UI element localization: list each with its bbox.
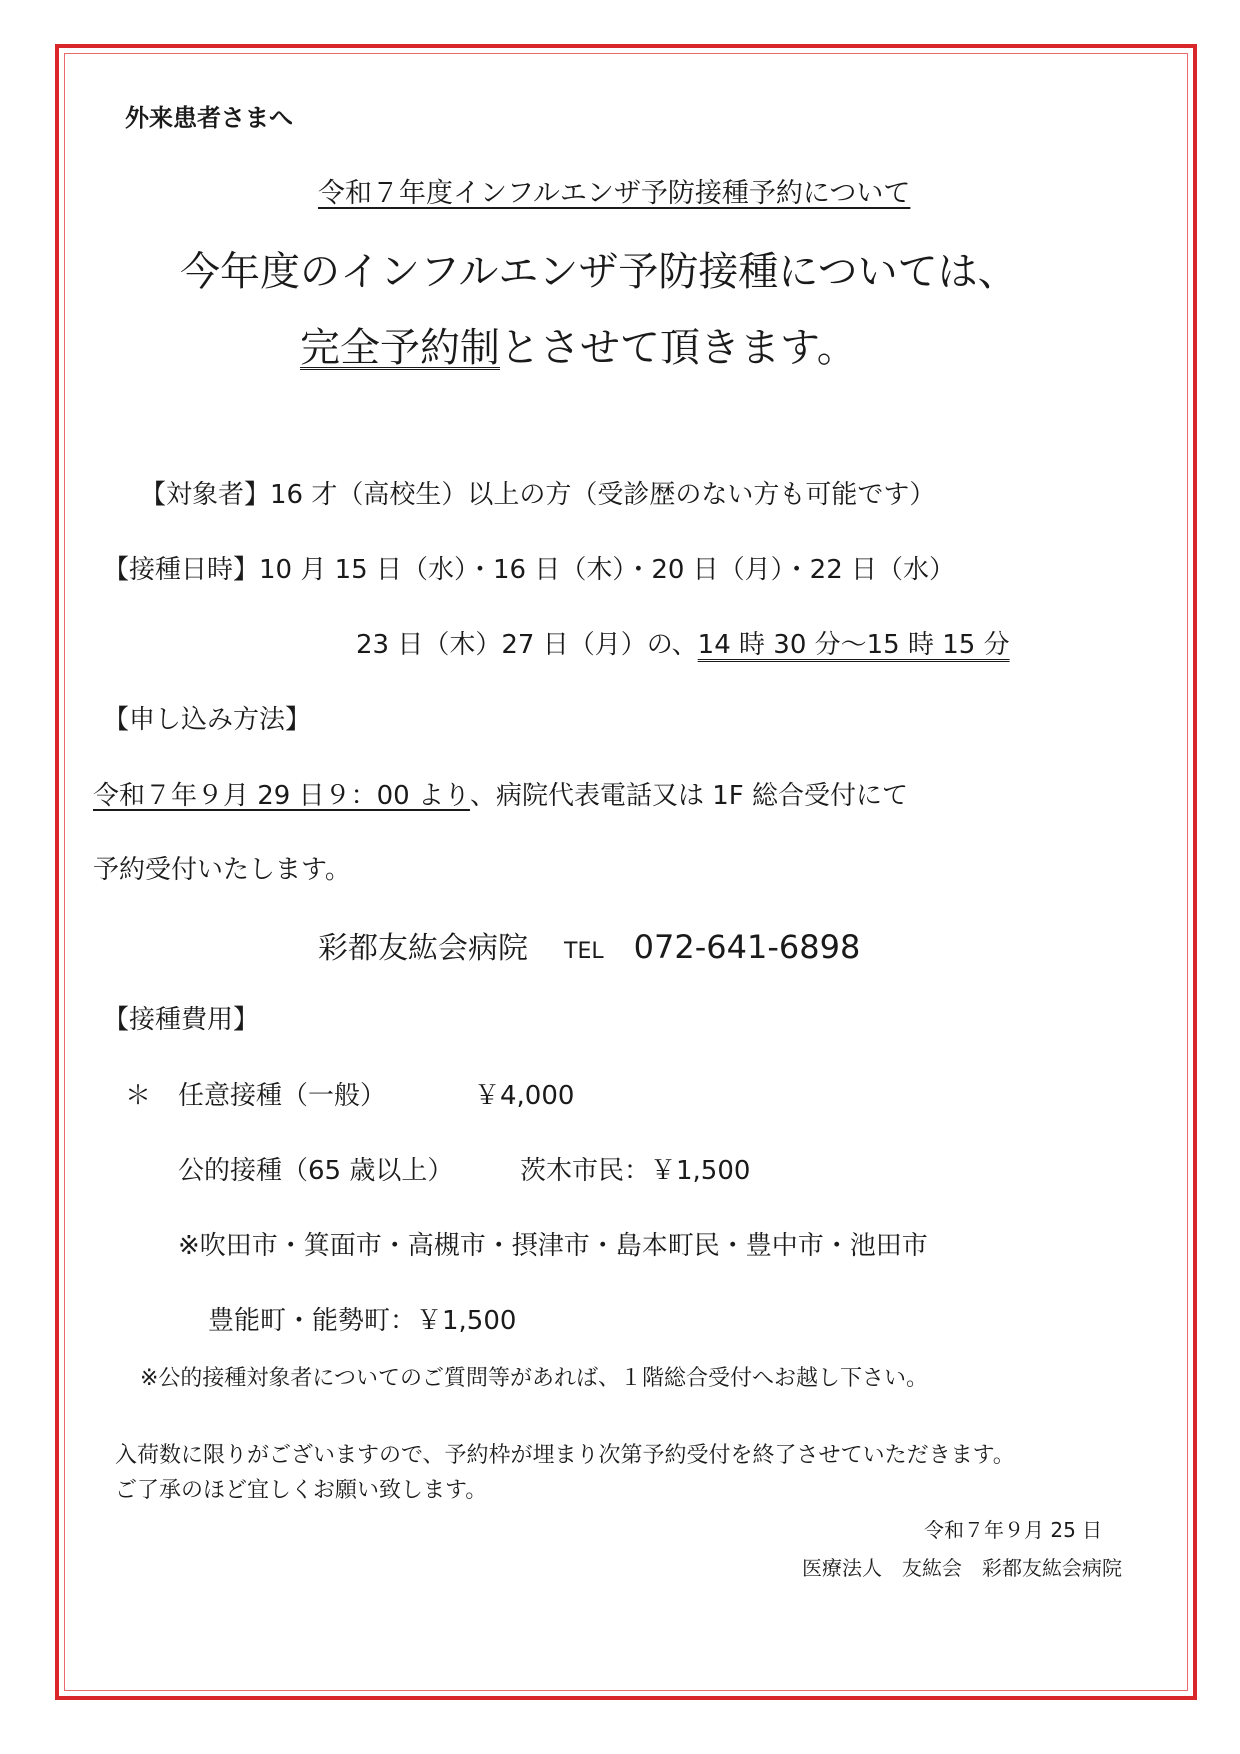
- application-label: 【申し込み方法】: [103, 705, 312, 735]
- headline-line2: [300, 325, 857, 371]
- schedule-dates-2: 23 日（木）27 日（月）の、: [356, 630, 698, 660]
- eligibility-label: 【対象者】: [140, 480, 271, 510]
- fee-general-price: ￥4,000: [474, 1081, 575, 1111]
- fee-public-label: 公的接種（65 歳以上）: [178, 1156, 454, 1186]
- closing-line1: 入荷数に限りがございますので、予約枠が埋まり次第予約受付を終了させていただきます。: [115, 1443, 1015, 1468]
- contact-line: [318, 928, 861, 966]
- application-line1: [93, 783, 908, 809]
- headline-line2-rest: とさせて頂きます。: [500, 325, 857, 371]
- headline-emphasis: 完全予約制: [300, 325, 500, 371]
- eligibility-text: 16 才（高校生）以上の方（受診歴のない方も可能です）: [270, 480, 936, 510]
- fee-bullet: ＊: [125, 1081, 152, 1111]
- fee-other-cities-2: 豊能町・能勢町：￥1,500: [208, 1306, 517, 1336]
- fee-other-cities-1: ※吹田市・箕面市・高槻市・摂津市・島本町民・豊中市・池田市: [178, 1231, 928, 1261]
- eligibility: [140, 482, 935, 508]
- headline-line1: 今年度のインフルエンザ予防接種については、: [180, 249, 1018, 295]
- application-line2: 予約受付いたします。: [93, 855, 351, 885]
- schedule-time: 14 時 30 分～15 時 15 分: [697, 630, 1010, 660]
- tel-number: 072-641-6898: [633, 928, 861, 966]
- closing-line2: ご了承のほど宜しくお願い致します。: [115, 1478, 488, 1503]
- tel-label: TEL: [564, 939, 604, 964]
- signature-date: 令和７年９月 25 日: [924, 1518, 1103, 1542]
- fee-note: ※公的接種対象者についてのご質問等があれば、１階総合受付へお越し下さい。: [140, 1366, 928, 1391]
- schedule-line2: [356, 632, 1010, 658]
- notice-subject: 令和７年度インフルエンザ予防接種予約について: [318, 178, 911, 209]
- signature-issuer: 医療法人 友紘会 彩都友紘会病院: [802, 1556, 1122, 1580]
- schedule-dates: 10 月 15 日（水）・16 日（木）・20 日（月）・22 日（水）: [259, 555, 956, 585]
- fee-public-price: 茨木市民：￥1,500: [520, 1156, 751, 1186]
- schedule-label: 【接種日時】: [103, 555, 260, 585]
- hospital-name: 彩都友紘会病院: [318, 931, 528, 966]
- fees-label: 【接種費用】: [103, 1005, 260, 1035]
- fee-general-label: 任意接種（一般）: [178, 1081, 387, 1111]
- application-rest: 、病院代表電話又は 1F 総合受付にて: [469, 781, 908, 811]
- salutation: 外来患者さまへ: [125, 104, 293, 132]
- schedule-line1: [103, 557, 955, 583]
- application-start: 令和７年９月 29 日９：00 より: [93, 781, 470, 811]
